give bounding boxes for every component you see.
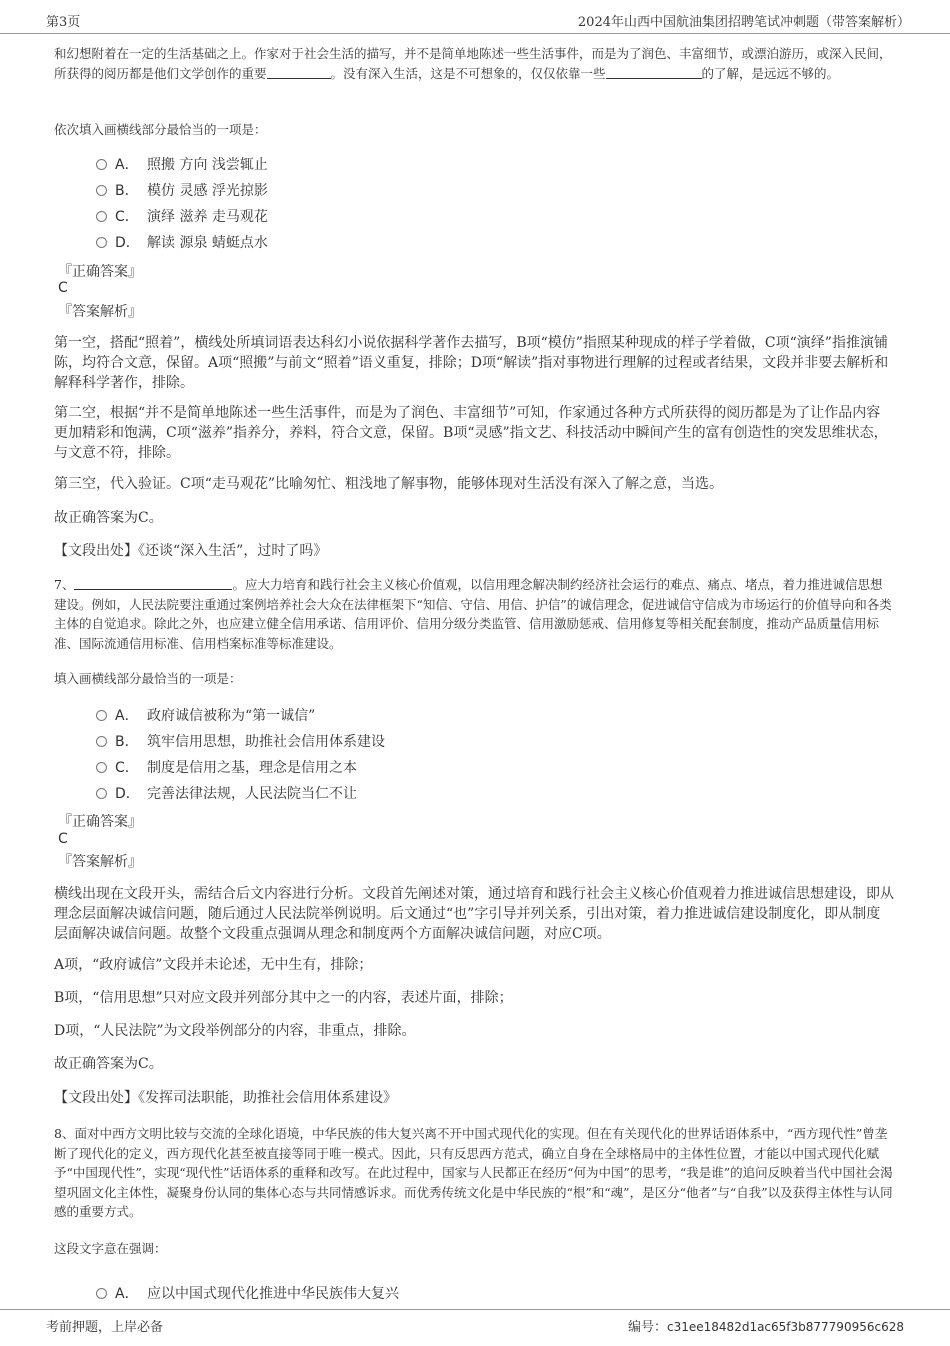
q6-option-b[interactable]: B． 模仿 灵感 浮光掠影 bbox=[96, 180, 268, 200]
radio-icon[interactable] bbox=[96, 762, 107, 773]
q6-analysis-1: 第一空，搭配“照着”，横线处所填词语表达科幻小说依据科学著作去描写，B项“模仿”指照某种现成的样子学着做，C项“演绎”指推演铺陈，均符合文意，保留。A项“照搬”与前文“照着”语义重复，排除；D项“解读”指对事物进行理解的过程或者结果，文段并非要去解析和解释科学著作，排除。 bbox=[54, 335, 889, 391]
answer-value: C bbox=[58, 831, 68, 847]
q6-analysis-2: 第二空，根据“并不是简单地陈述一些生活事件，而是为了润色、丰富细节”可知，作家通过各种方式所获得的阅历都是为了让作品内容更加精彩和饱满，C项“滋养”指养分，养料，符合文意，保留。B项“灵感”指文艺、科技活动中瞬间产生的富有创造性的突发思维状态，与文意不符，排除。 bbox=[54, 405, 888, 461]
page-number: 第3页 bbox=[46, 15, 81, 30]
q8-prompt: 这段文字意在强调： bbox=[54, 1241, 167, 1256]
blank-line bbox=[606, 66, 702, 79]
radio-icon[interactable] bbox=[96, 185, 107, 196]
q7-conclusion: 故正确答案为C。 bbox=[54, 1056, 163, 1072]
radio-icon[interactable] bbox=[96, 1288, 107, 1299]
radio-icon[interactable] bbox=[96, 211, 107, 222]
q7-prompt: 填入画横线部分最恰当的一项是： bbox=[54, 671, 242, 686]
answer-value: C bbox=[58, 280, 68, 296]
q7-option-c[interactable]: C． 制度是信用之基，理念是信用之本 bbox=[96, 757, 357, 777]
q6-analysis-3: 第三空，代入验证。C项“走马观花”比喻匆忙、粗浅地了解事物，能够体现对生活没有深入了解之意，当选。 bbox=[54, 476, 724, 492]
radio-icon[interactable] bbox=[96, 710, 107, 721]
q7-analysis-4: D项，“人民法院”为文段举例部分的内容，非重点，排除。 bbox=[54, 1023, 416, 1039]
document-title: 2024年山西中国航油集团招聘笔试冲刺题（带答案解析） bbox=[577, 15, 910, 30]
q7-option-a[interactable]: A． 政府诚信被称为“第一诚信” bbox=[96, 705, 315, 725]
q7-analysis-1: 横线出现在文段开头，需结合后文内容进行分析。文段首先阐述对策，通过培育和践行社会主义核心价值观着力推进诚信思想建设，即从理念层面解决诚信问题，随后通过人民法院举例说明。后文通过“也”字引导并列关系，引出对策，着力推进诚信建设制度化，即从制度层面解决诚信问题。故整个文段重点强调从理念和制度两个方面解决诚信问题，对应C项。 bbox=[54, 886, 894, 942]
document-code: 编号：c31ee18482d1ac65f3b877790956c628 bbox=[628, 1320, 904, 1335]
radio-icon[interactable] bbox=[96, 159, 107, 170]
radio-icon[interactable] bbox=[96, 736, 107, 747]
q7-analysis-2: A项，“政府诚信”文段并未论述，无中生有，排除； bbox=[54, 957, 373, 973]
blank-line bbox=[74, 577, 232, 590]
radio-icon[interactable] bbox=[96, 237, 107, 248]
q8-passage: 8、面对中西方文明比较与交流的全球化语境，中华民族的伟大复兴离不开中国式现代化的实现。但在有关现代化的世界话语体系中，“西方现代性”曾垄断了现代化的定义，西方现代化甚至被直接等同于唯一模式。因此，只有反思西方范式，确立自身在全球格局中的主体性位置，才能以中国式现代化赋予“中国现代性”，实现“现代性”话语体系的重释和改写。在此过程中，国家与人民都正在经历“何为中国”的思考，“我是谁”的追问反映着当代中国社会渴望巩固文化主体性，凝聚身份认同的集体心态与共同情感诉求。而优秀传统文化是中华民族的“根”和“魂”，是区分“他者”与“自我”以及获得主体性与认同感的重要方式。 bbox=[54, 1126, 893, 1219]
footer-slogan: 考前押题，上岸必备 bbox=[46, 1320, 164, 1335]
q6-option-d[interactable]: D． 解读 源泉 蜻蜓点水 bbox=[96, 232, 268, 252]
q8-option-a[interactable]: A． 应以中国式现代化推进中华民族伟大复兴 bbox=[96, 1283, 399, 1303]
blank-line bbox=[267, 66, 331, 79]
q7-source: 【文段出处】《发挥司法职能，助推社会信用体系建设》 bbox=[54, 1090, 397, 1106]
q6-option-a[interactable]: A． 照搬 方向 浅尝辄止 bbox=[96, 154, 268, 174]
page-header bbox=[0, 0, 950, 34]
q6-prompt: 依次填入画横线部分最恰当的一项是： bbox=[54, 122, 267, 137]
q7-passage: 7、 。应大力培育和践行社会主义核心价值观，以信用理念解决制约经济社会运行的难点、痛点、堵点，着力推进诚信思想建设。例如，人民法院要注重通过案例培养社会大众在法律框架下“知信、守信、用信、护信”的诚信理念，促进诚信守信成为市场运行的价值导向和各类主体的自觉追求。除此之外，也应建立健全信用承诺、信用评价、信用分级分类监管、信用激励惩戒、信用修复等相关配套制度，推动产品质量信用标准、国际流通信用标准、信用档案标准等标准建设。 bbox=[54, 577, 892, 651]
q6-passage: 和幻想附着在一定的生活基础之上。作家对于社会生活的描写，并不是简单地陈述一些生活事件，而是为了润色、丰富细节，或漂泊游历，或深入民间，所获得的阅历都是他们文学创作的重要 。没有深入生活，这是不可想象的，仅仅依靠一些 的了解，是远远不够的。 bbox=[54, 46, 892, 81]
analysis-label: 『答案解析』 bbox=[58, 854, 142, 870]
q7-option-d[interactable]: D． 完善法律法规，人民法院当仁不让 bbox=[96, 783, 357, 803]
radio-icon[interactable] bbox=[96, 788, 107, 799]
q7-option-b[interactable]: B． 筑牢信用思想，助推社会信用体系建设 bbox=[96, 731, 385, 751]
analysis-label: 『答案解析』 bbox=[58, 304, 142, 320]
q7-analysis-3: B项，“信用思想”只对应文段并列部分其中之一的内容，表述片面，排除； bbox=[54, 990, 513, 1006]
answer-label: 『正确答案』 bbox=[58, 814, 142, 830]
answer-label: 『正确答案』 bbox=[58, 264, 142, 280]
q6-conclusion: 故正确答案为C。 bbox=[54, 510, 163, 526]
q6-source: 【文段出处】《还谈“深入生活”，过时了吗》 bbox=[54, 543, 328, 559]
q6-option-c[interactable]: C． 演绎 滋养 走马观花 bbox=[96, 206, 268, 226]
page-footer bbox=[0, 1309, 950, 1346]
